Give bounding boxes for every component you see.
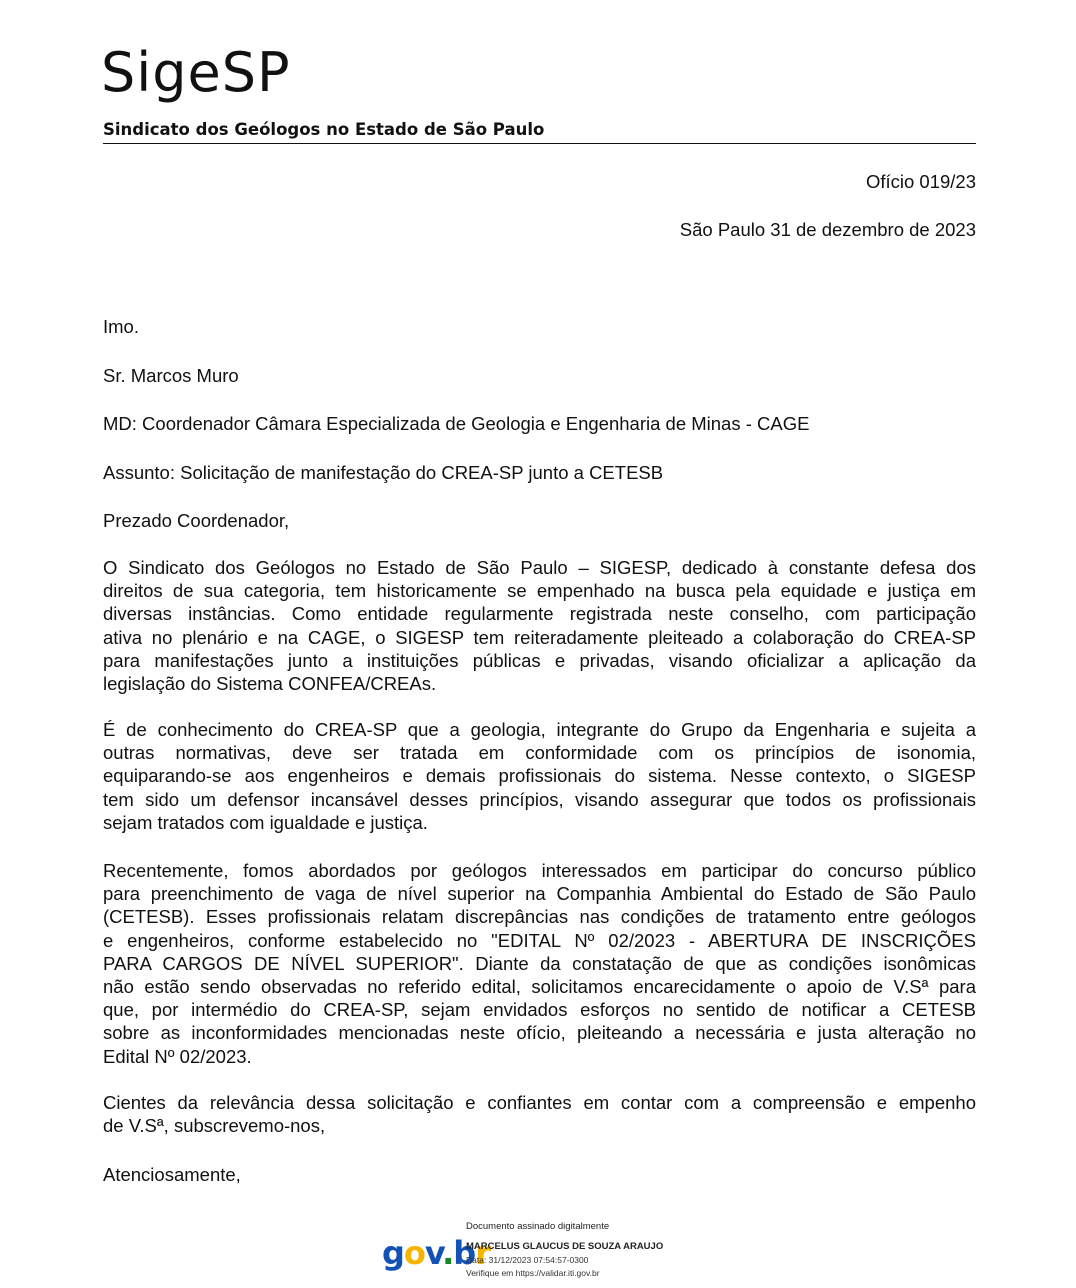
paragraph-line: Edital Nº 02/2023. bbox=[103, 1045, 252, 1067]
signed-label: Documento assinado digitalmente bbox=[466, 1221, 610, 1232]
header-divider bbox=[103, 143, 976, 144]
paragraph-line: (CETESB). Esses profissionais relatam discrepâncias nas condições de tratamento entre geólogos bbox=[103, 906, 976, 928]
paragraph-3 bbox=[103, 859, 976, 1068]
paragraph-2 bbox=[103, 718, 976, 834]
paragraph-line: tem sido um defensor incansável desses princípios, visando assegurar que todos os profissionais bbox=[103, 788, 976, 810]
paragraph-line: legislação do Sistema CONFEA/CREAs. bbox=[103, 673, 437, 695]
paragraph-line: sobre as inconformidades mencionadas neste ofício, pleiteando a necessária e justa alteração no bbox=[103, 1022, 976, 1044]
sigesp-logo: SigeSP bbox=[101, 41, 291, 104]
recipient-role: MD: Coordenador Câmara Especializada de Geologia e Engenharia de Minas - CAGE bbox=[103, 413, 810, 434]
govbr-logo: gov.br bbox=[382, 1234, 490, 1272]
paragraph-line: equiparando-se aos engenheiros e demais profissionais do sistema. Nesse contexto, o SIGESP bbox=[103, 765, 976, 787]
paragraph-line: PARA CARGOS DE NÍVEL SUPERIOR". Diante da constatação de que as condições isonômicas bbox=[103, 952, 976, 974]
paragraph-line: ativa no plenário e na CAGE, o SIGESP tem reiteradamente pleiteado a colaboração do CREA-SP bbox=[103, 626, 976, 648]
org-name: Sindicato dos Geólogos no Estado de São Paulo bbox=[103, 120, 545, 139]
date-line: São Paulo 31 de dezembro de 2023 bbox=[679, 219, 976, 240]
paragraph-line: É de conhecimento do CREA-SP que a geologia, integrante do Grupo da Engenharia e sujeita a bbox=[103, 719, 976, 740]
paragraph-line: outras normativas, deve ser tratada em conformidade com os princípios de isonomia, bbox=[103, 742, 976, 764]
greeting: Prezado Coordenador, bbox=[103, 510, 290, 531]
digital-signature-stamp bbox=[382, 1220, 682, 1280]
signature-date: Data: 31/12/2023 07:54:57-0300 bbox=[466, 1255, 589, 1265]
paragraph-line: Cientes da relevância dessa solicitação e confiantes em contar com a compreensão e empenho bbox=[103, 1092, 976, 1113]
oficio-number: Ofício 019/23 bbox=[865, 171, 976, 192]
paragraph-line: para manifestações junto a instituições públicas e privadas, visando oficializar a aplicação da bbox=[103, 649, 976, 671]
paragraph-line: Recentemente, fomos abordados por geólogos interessados em participar do concurso público bbox=[103, 860, 976, 881]
closing: Atenciosamente, bbox=[103, 1164, 241, 1185]
paragraph-line: e engenheiros, conforme estabelecido no "EDITAL Nº 02/2023 - ABERTURA DE INSCRIÇÕES bbox=[103, 929, 976, 951]
paragraph-line: direitos de sua categoria, tem historicamente se empenhado na busca pela equidade e justiça em bbox=[103, 580, 976, 602]
signer-name: MARCELUS GLAUCUS DE SOUZA ARAUJO bbox=[466, 1241, 664, 1252]
paragraph-line: sejam tratados com igualdade e justiça. bbox=[103, 811, 428, 833]
salutation-short: Imo. bbox=[103, 316, 139, 337]
paragraph-line: O Sindicato dos Geólogos no Estado de São Paulo – SIGESP, dedicado à constante defesa dos bbox=[103, 557, 976, 578]
paragraph-line: para preenchimento de vaga de nível superior na Companhia Ambiental do Estado de São Paulo bbox=[103, 883, 976, 905]
recipient: Sr. Marcos Muro bbox=[103, 365, 239, 386]
paragraph-line: de V.Sª, subscrevemo-nos, bbox=[103, 1115, 326, 1137]
paragraph-line: diversas instâncias. Como entidade regularmente registrada neste conselho, com participação bbox=[103, 603, 976, 625]
paragraph-line: que, por intermédio do CREA-SP, sejam envidados esforços no sentido de notificar a CETESB bbox=[103, 999, 976, 1021]
paragraph-1 bbox=[103, 556, 976, 695]
paragraph-4 bbox=[103, 1091, 976, 1137]
paragraph-line: não estão sendo observadas no referido edital, solicitamos encarecidamente o apoio de V.Sª para bbox=[103, 976, 976, 998]
subject-line: Assunto: Solicitação de manifestação do CREA-SP junto a CETESB bbox=[103, 462, 664, 483]
verify-link[interactable]: Verifique em https://validar.iti.gov.br bbox=[466, 1268, 600, 1278]
